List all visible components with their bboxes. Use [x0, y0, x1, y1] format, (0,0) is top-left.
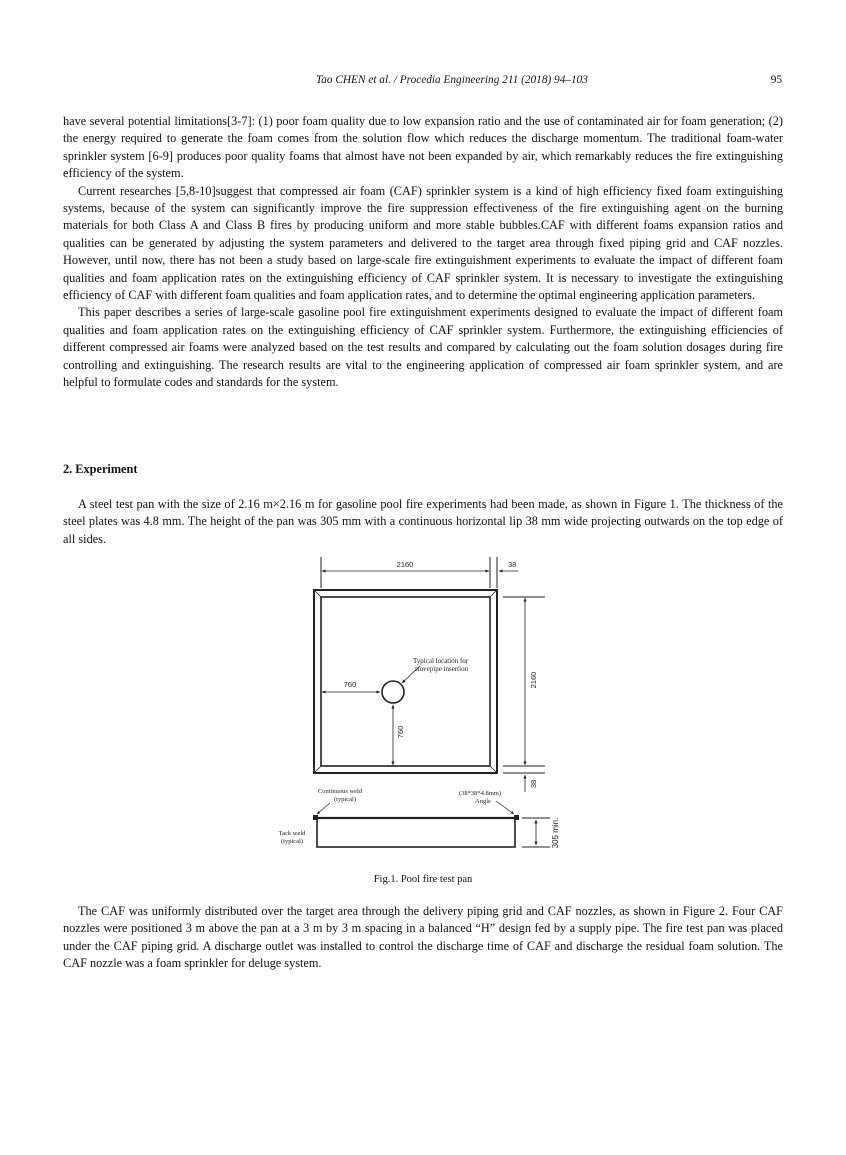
tack-weld-label-line1: Tack weld	[278, 830, 306, 837]
dimension-right	[503, 597, 545, 792]
page-header	[0, 74, 846, 92]
paragraph-current-research: Current researches [5,8-10]suggest that compressed air foam (CAF) sprinkler system is a kind of high efficiency fixed foam extinguishing systems, because of the system can significantly improve the fire suppression effectiveness of the fire extinguishing agent on the burning materials for both Class A and Class B fires by producing uniform and more stable bubbles.CAF with different foams expansion ratios and qualities can be generated by adjusting the system parameters and delivered to the target area through fixed piping grid and CAF nozzles. However, until now, there has not been a study based on large-scale fire extinguishment experiments to evaluate the impact of different foam qualities and foam application rates on the extinguishing efficiency of CAF sprinkler system. It is necessary to investigate the extinguishing efficiency of CAF with different foam qualities and foam application rates, and to determine the optimal engineering application parameters.	[63, 183, 783, 303]
dimension-offsets	[322, 680, 405, 765]
stovepipe-circle	[382, 681, 404, 703]
cont-weld-leader	[317, 803, 330, 814]
dimension-top	[321, 557, 518, 588]
cont-weld-label-line1: Continuous weld	[317, 788, 363, 795]
angle-label-line2: Angle	[475, 798, 491, 805]
dim-label-height: 2160	[529, 671, 538, 689]
experiment-section	[63, 496, 783, 548]
corner-line	[314, 590, 321, 597]
stovepipe-label-line1: Typical location for	[413, 657, 469, 665]
stovepipe-label-line2: stovepipe insertion	[415, 665, 469, 673]
pan-drawing	[270, 552, 580, 862]
corner-line	[490, 766, 497, 773]
running-head: Tao CHEN et al. / Procedia Engineering 211 (2018) 94–103	[316, 74, 588, 86]
dim-label-offset-y: 760	[396, 725, 405, 739]
dim-label-width: 2160	[396, 560, 414, 569]
corner-line	[490, 590, 497, 597]
plan-view	[314, 590, 497, 773]
pan-outer-edge	[314, 590, 497, 773]
dim-label-lip-side: 38	[529, 779, 538, 789]
weld-marker-right	[514, 815, 519, 820]
corner-line	[314, 766, 321, 773]
stovepipe-callout	[402, 657, 469, 683]
angle-label-line1: (38*38*4.8mm)	[458, 790, 502, 797]
angle-leader	[496, 801, 514, 814]
elevation-view	[279, 788, 560, 848]
intro-section	[63, 113, 783, 392]
figure-pool-fire-test-pan	[270, 552, 580, 862]
pan-side-profile	[317, 818, 515, 847]
paragraph-caf-distribution: The CAF was uniformly distributed over the target area through the delivery piping grid and CAF nozzles, as shown in Figure 2. Four CAF nozzles were positioned 3 m above the pan at a 3 m by 3 m spacing in a balanced “H” design fed by a supply pipe. The fire test pan was placed under the CAF piping grid. A discharge outlet was installed to control the discharge time of CAF and discharge the residual foam solution. The CAF nozzle was a foam sprinkler for deluge system.	[63, 904, 783, 971]
paragraph-test-pan: A steel test pan with the size of 2.16 m×2.16 m for gasoline pool fire experiments had been made, as shown in Figure 1. The thickness of the steel plates was 4.8 mm. The height of the pan was 305 mm with a continuous horizontal lip 38 mm wide projecting outwards on the top edge of all sides.	[63, 497, 783, 546]
page-number: 95	[770, 74, 782, 86]
paragraph-limitations: have several potential limitations[3-7]: (1) poor foam quality due to low expansion ratio and the use of contaminated air for foam generation; (2) the energy required to generate the foam comes from the solution flow which reduces the discharge momentum. The traditional foam-water sprinkler system [6-9] produces poor quality foams that almost have not been expanded by air, which remarkably reduces the fire extinguishing efficiency of the system.	[63, 114, 783, 181]
cont-weld-label-line2: (typical)	[333, 796, 357, 803]
paragraph-paper-description: This paper describes a series of large-scale gasoline pool fire extinguishment experiments designed to evaluate the impact of different foam qualities and foam application rates on the extinguishing efficiency of CAF sprinkler system. Furthermore, the extinguishing efficiencies of different compressed air foams were analyzed based on the test results and compared by calculating out the foam solution dosages during fire controlling and extinguishing. The research results are vital to the engineering application of compressed air foam sprinkler system, and are helpful to formulate codes and standards for the system.	[63, 305, 783, 390]
tack-weld-label-line2: (typical)	[280, 838, 304, 845]
weld-marker-left	[313, 815, 318, 820]
dim-label-offset-x: 760	[343, 680, 357, 689]
section-heading-experiment: 2. Experiment	[63, 462, 138, 476]
dim-label-lip-top: 38	[508, 560, 517, 569]
figure-caption: Fig.1. Pool fire test pan	[373, 874, 473, 885]
dim-label-pan-height: 305 min.	[551, 817, 560, 849]
delivery-section	[63, 903, 783, 973]
